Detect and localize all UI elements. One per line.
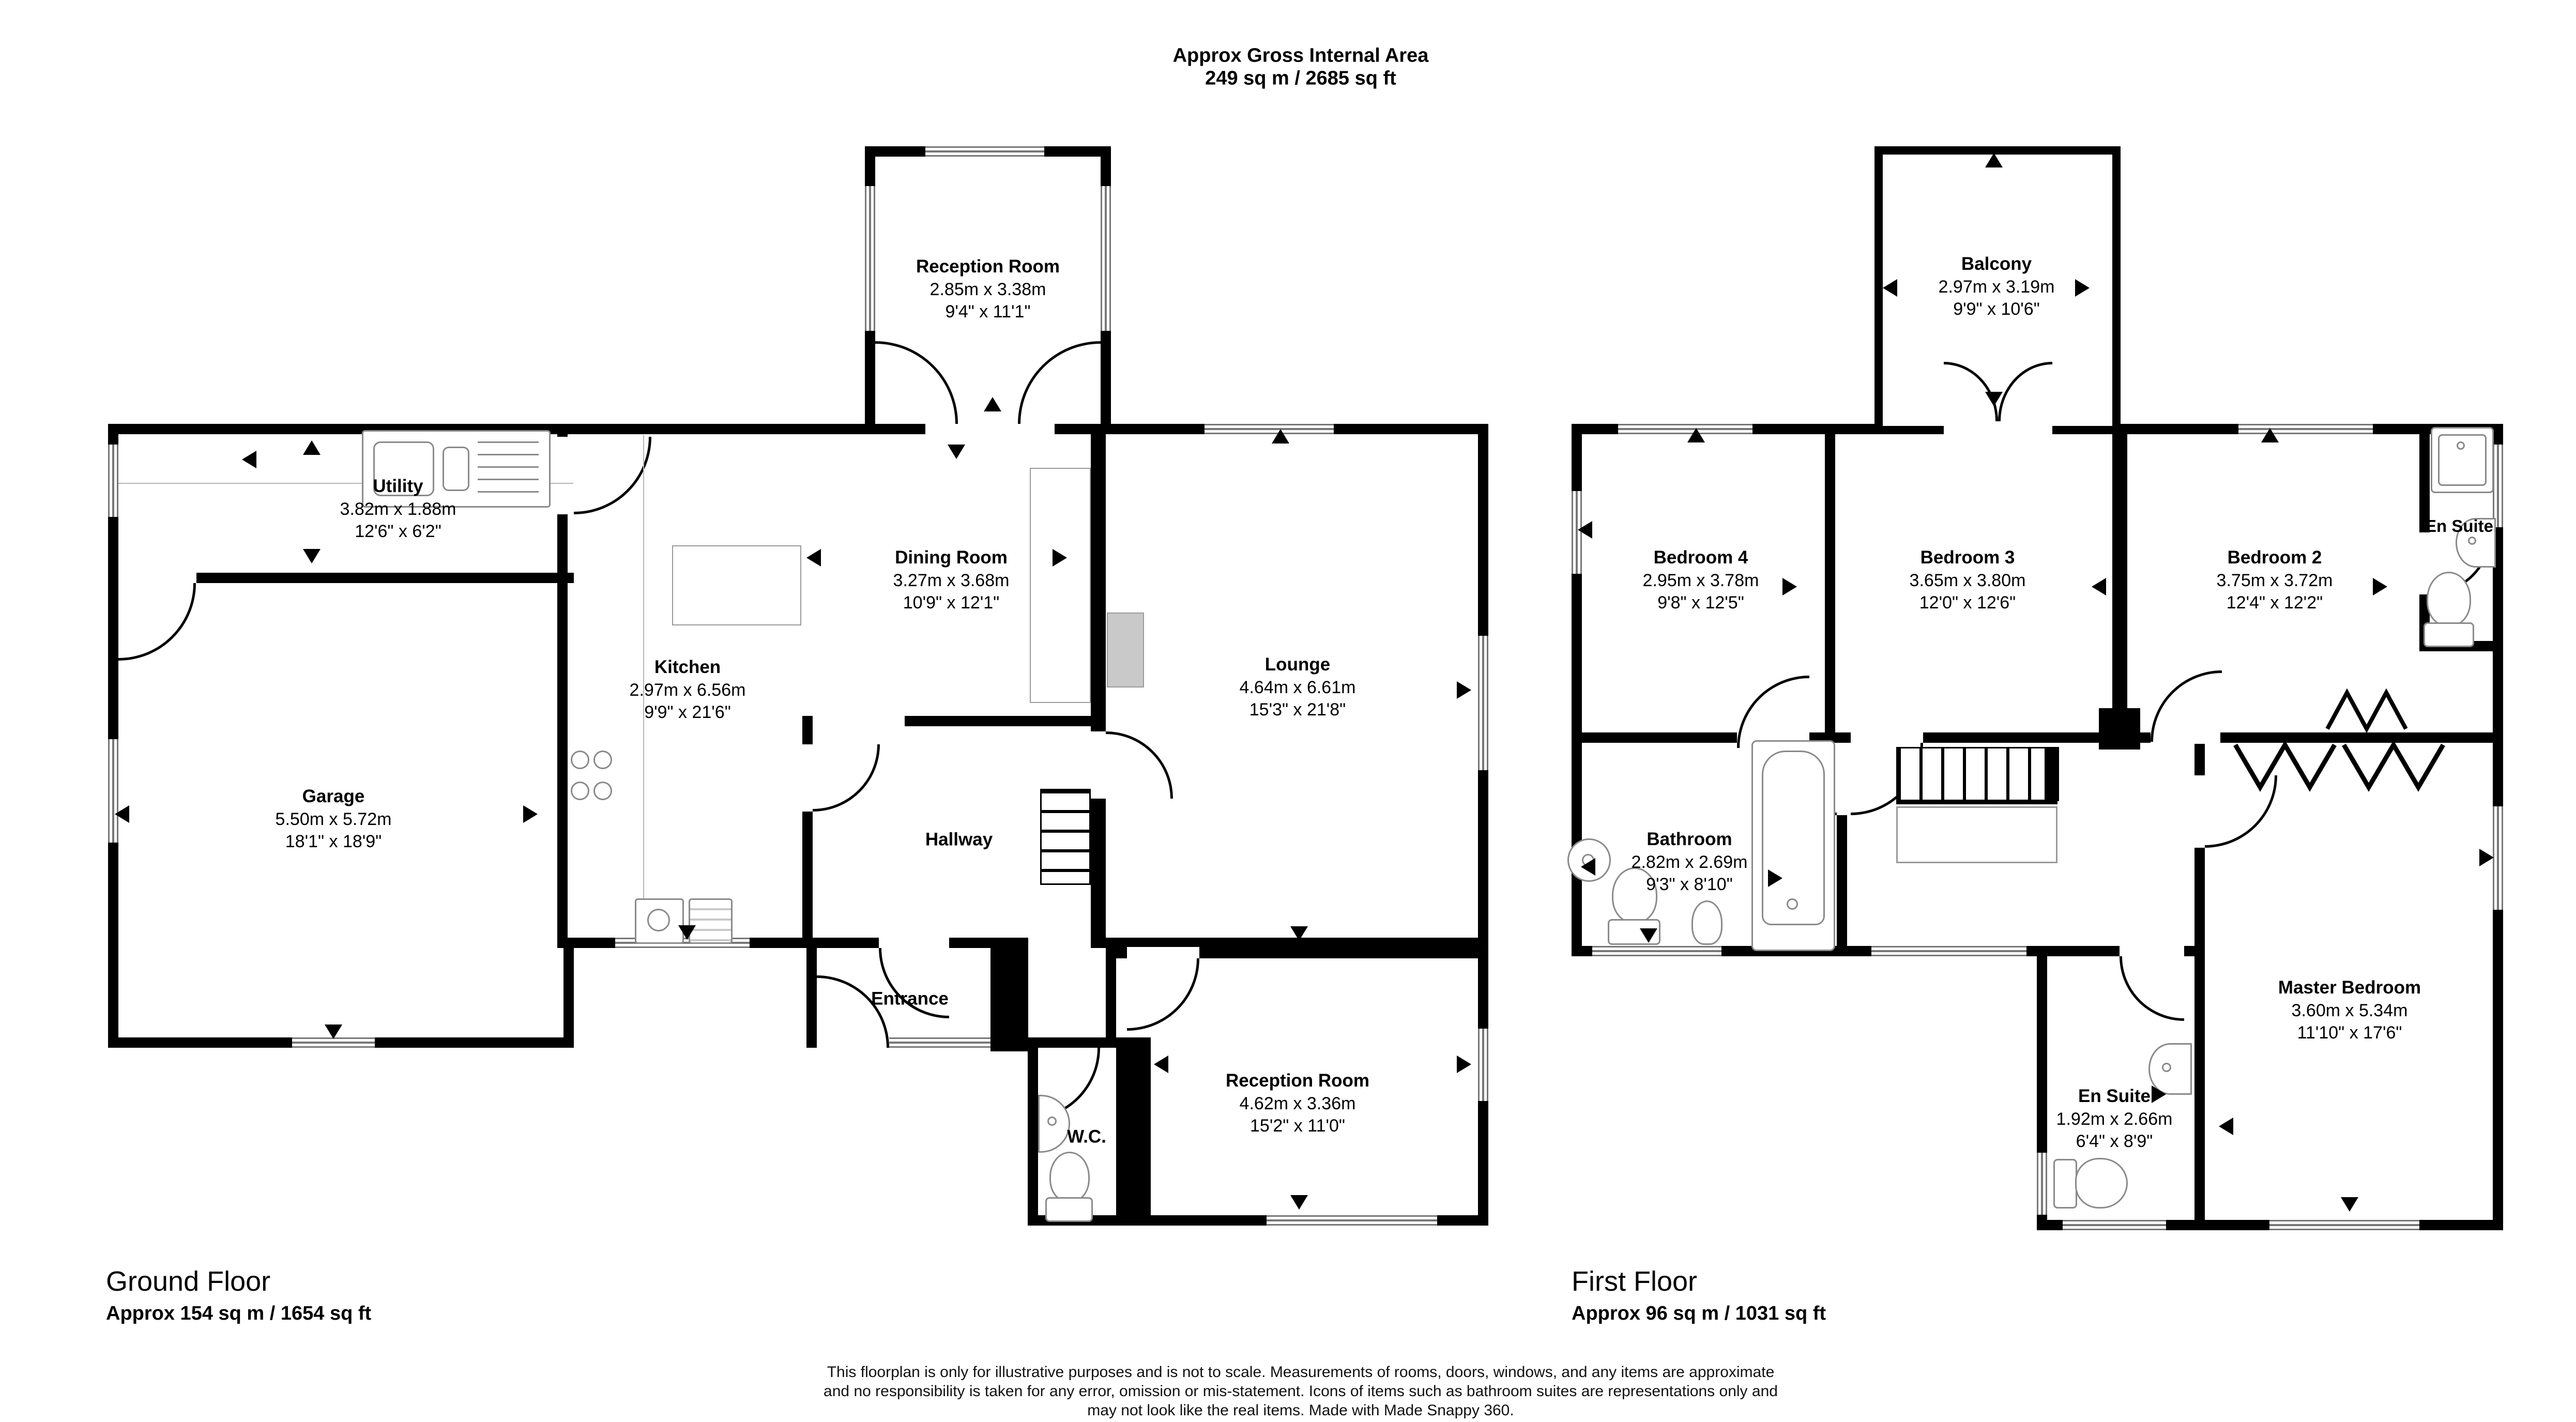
bifold-closet-doors-icon (2325, 690, 2408, 731)
measure-arrow (1154, 1056, 1168, 1073)
room-label-hallway: Hallway (925, 829, 993, 850)
wall (196, 573, 574, 583)
measure-arrow (2341, 1197, 2358, 1212)
wall (2099, 708, 2140, 750)
window (2493, 445, 2503, 527)
first-floor-area: Approx 96 sq m / 1031 sq ft (1572, 1303, 1826, 1324)
ground-floor-area: Approx 154 sq m / 1654 sq ft (106, 1303, 372, 1324)
wall-opening (556, 437, 575, 514)
measure-arrow (1290, 926, 1308, 941)
bidet-icon (1691, 900, 1723, 945)
toilet-icon (1049, 1152, 1090, 1202)
measure-arrow (1272, 429, 1289, 444)
window (1478, 1029, 1488, 1101)
measure-arrow (984, 397, 1001, 411)
window (1478, 636, 1488, 770)
measure-arrow (2219, 1118, 2233, 1135)
wall-opening (1851, 731, 1923, 744)
drain-icon (2457, 441, 2465, 450)
measure-arrow (1581, 858, 1595, 876)
window (2063, 1220, 2166, 1230)
chimney-breast (1030, 468, 1091, 703)
wall (806, 948, 817, 1048)
measure-arrow (1640, 928, 1657, 943)
room-label-kitchen: Kitchen 2.97m x 6.56m 9'9" x 21'6" (629, 657, 746, 723)
wall (802, 716, 813, 744)
measure-arrow (1578, 521, 1592, 539)
window (1871, 946, 2026, 956)
hob-icon (571, 782, 589, 800)
room-label-balcony: Balcony 2.97m x 3.19m 9'9" x 10'6" (1938, 254, 2055, 319)
room-label-bathroom: Bathroom 2.82m x 2.69m 9'3" x 8'10" (1631, 829, 1748, 895)
toilet-cistern-icon (2053, 1159, 2077, 1209)
room-label-master: Master Bedroom 3.60m x 5.34m 11'10" x 17'6" (2278, 977, 2421, 1043)
measure-arrow (1782, 578, 1797, 595)
toilet-cistern-icon (1045, 1197, 1093, 1222)
drain-icon (1787, 898, 1798, 910)
measure-arrow (1053, 549, 1067, 567)
wall (1091, 434, 1106, 731)
measure-arrow (303, 440, 321, 455)
measure-arrow (1985, 392, 2003, 406)
basin-drain-icon (2162, 1063, 2171, 1072)
room-label-bedroom2: Bedroom 2 3.75m x 3.72m 12'4" x 12'2" (2216, 547, 2333, 613)
window (865, 186, 875, 331)
hob-icon (571, 751, 589, 769)
bifold-closet-doors-icon (2342, 743, 2445, 790)
wall (1091, 799, 1106, 948)
room-label-wc: W.C. (1067, 1126, 1106, 1147)
room-label-ensuite: En Suite 1.92m x 2.66m 6'4" x 8'9" (2056, 1086, 2173, 1152)
gross-area-title: Approx Gross Internal Area (1172, 44, 1429, 67)
toilet-cistern-icon (2423, 622, 2474, 647)
measure-arrow (1290, 1195, 1308, 1210)
hob-icon (593, 782, 612, 800)
wall-opening (1127, 947, 1199, 959)
window (925, 146, 1044, 157)
door-arc (817, 975, 889, 1048)
measure-arrow (303, 549, 321, 563)
wall (1837, 815, 1847, 956)
kitchen-island (672, 545, 801, 625)
room-label-entrance: Entrance (871, 988, 949, 1009)
wall-opening (879, 937, 949, 949)
staircase (1040, 789, 1091, 885)
room-label-reception-bottom: Reception Room 4.62m x 3.36m 15'2" x 11'0" (1225, 1071, 1370, 1136)
wall (990, 948, 1028, 1051)
washer-door-icon (647, 909, 670, 931)
measure-arrow (1883, 279, 1897, 297)
measure-arrow (2075, 279, 2090, 297)
wall (1116, 1037, 1140, 1226)
window (2037, 1153, 2047, 1215)
ground-floor-title: Ground Floor (106, 1266, 271, 1297)
measure-arrow (325, 1025, 342, 1039)
disclaimer-line-1: This floorplan is only for illustrative purposes and is not to scale. Measurements of rooms, doors, windows, and any items are approximate (827, 1363, 1775, 1381)
wall-opening (2120, 945, 2184, 957)
window (108, 445, 118, 517)
measure-arrow (2261, 428, 2279, 442)
measure-arrow (1457, 681, 1471, 699)
room-label-ensuite-small: En Suite (2425, 516, 2494, 536)
measure-arrow (1985, 153, 2003, 167)
wall-opening (925, 423, 1055, 435)
measure-arrow (242, 451, 256, 468)
toilet-icon (2075, 1158, 2128, 1209)
wall-opening (2193, 775, 2206, 848)
window (889, 1037, 990, 1048)
wall (2045, 747, 2059, 801)
staircase (1896, 747, 2057, 801)
room-label-reception-top: Reception Room 2.85m x 3.38m 9'4" x 11'1" (916, 256, 1060, 322)
toilet-icon (2427, 572, 2471, 626)
window (2493, 806, 2503, 910)
room-label-lounge: Lounge 4.64m x 6.61m 15'3" x 21'8" (1239, 654, 1356, 720)
room-label-dining: Dining Room 3.27m x 3.68m 10'9" x 12'1" (893, 547, 1010, 613)
window (1205, 424, 1334, 434)
disclaimer-line-2: and no responsibility is taken for any error, omission or mis-statement. Icons of items such as bathroom suites are representations only and (824, 1382, 1778, 1400)
measure-arrow (1457, 1056, 1471, 1073)
window (1101, 186, 1111, 331)
wall (2112, 434, 2127, 732)
wall (905, 716, 1091, 726)
wall (802, 812, 813, 948)
garage-door (292, 1037, 375, 1048)
first-floor-title: First Floor (1572, 1266, 1697, 1297)
measure-arrow (2373, 578, 2387, 595)
wall (1825, 434, 1835, 732)
room-label-bedroom3: Bedroom 3 3.65m x 3.80m 12'0" x 12'6" (1909, 547, 2026, 613)
measure-arrow (1687, 428, 1705, 442)
bifold-closet-doors-icon (2233, 743, 2337, 790)
room-label-utility: Utility 3.82m x 1.88m 12'6" x 6'2" (340, 476, 456, 542)
disclaimer-line-3: may not look like the real items. Made with Made Snappy 360. (1087, 1401, 1514, 1419)
window (1592, 946, 1721, 956)
gross-area-value: 249 sq m / 2685 sq ft (1205, 67, 1396, 89)
room-label-garage: Garage 5.50m x 5.72m 18'1" x 18'9" (275, 786, 392, 852)
wall-opening (1028, 937, 1091, 949)
window (2238, 424, 2373, 434)
measure-arrow (2479, 849, 2494, 866)
basin-drain-icon (1047, 1117, 1057, 1126)
measure-arrow (948, 445, 965, 459)
stairwell-void (1896, 806, 2057, 863)
window (108, 739, 118, 843)
hob-icon (593, 751, 612, 769)
fireplace (1107, 613, 1144, 687)
measure-arrow (523, 805, 538, 823)
measure-arrow (2092, 578, 2106, 595)
room-label-bedroom4: Bedroom 4 2.95m x 3.78m 9'8" x 12'5" (1642, 547, 1759, 613)
window (1267, 1215, 1437, 1226)
drainer-icon (478, 441, 539, 496)
banister (1896, 801, 2057, 804)
measure-arrow (678, 925, 696, 940)
measure-arrow (806, 549, 821, 567)
basin-drain-icon (2468, 537, 2476, 545)
wall-opening (1944, 423, 2052, 435)
window (2269, 1220, 2419, 1230)
measure-arrow (115, 805, 129, 823)
window (1618, 424, 1752, 434)
measure-arrow (1768, 869, 1782, 887)
